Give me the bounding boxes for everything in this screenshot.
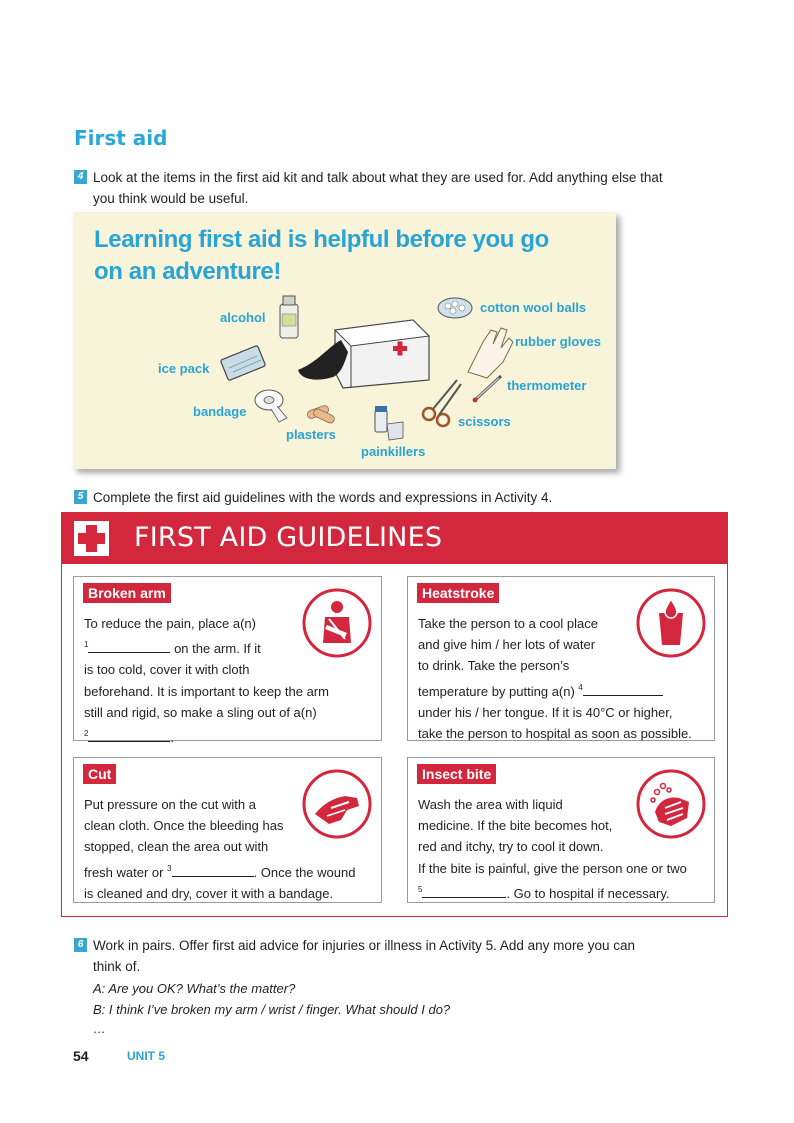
text-line: Put pressure on the cut with a [84,797,256,812]
card-tag-cut: Cut [83,764,116,784]
answer-blank-2[interactable] [88,730,170,742]
card-text-broken-arm [84,613,329,748]
text-line: still and rigid, so make a sling out of a(n) [84,704,317,720]
red-cross-icon [74,521,109,556]
kit-title-line2: on an adventure! [94,258,281,285]
wound-hand-icon [301,768,373,840]
card-tag-insect-bite: Insect bite [417,764,496,784]
text-fragment: . Go to hospital if necessary. [506,885,670,901]
unit-label: UNIT 5 [127,1049,166,1063]
section-title: First aid [74,126,168,150]
text-line [84,634,329,659]
cotton-wool-balls-icon [438,298,472,318]
text-fragment: temperature by putting a(n) [418,683,579,699]
thermometer-icon [473,376,501,402]
activity-4 [74,167,663,209]
painkillers-icon [375,406,403,440]
activity-number-badge: 5 [74,490,87,504]
answer-blank-4[interactable] [583,684,663,696]
text-line: is cleaned and dry, cover it with a bandage. [84,885,334,901]
text-line: take the person to hospital as soon as possible. [418,726,692,742]
activity-6-instruction-line2: think of. [93,959,141,974]
kit-label-cotton-wool-balls: cotton wool balls [480,300,587,315]
ice-pack-icon [220,345,265,380]
text-line: Take the person to a cool place [418,616,598,631]
page-number: 54 [73,1048,89,1064]
text-line: beforehand. It is important to keep the arm [84,683,329,699]
activity-5 [74,487,552,508]
answer-blank-3[interactable] [172,865,254,877]
text-line: under his / her tongue. If it is 40°C or higher, [418,704,673,720]
text-fragment: . [170,730,175,746]
text-line: If the bite is painful, give the person one or two [418,860,687,876]
kit-label-painkillers: painkillers [361,444,426,459]
kit-label-alcohol: alcohol [220,310,266,325]
text-line: To reduce the pain, place a(n) [84,616,256,631]
guidelines-header-bar [62,513,727,564]
kit-label-thermometer: thermometer [507,378,587,393]
card-insect-bite [407,757,715,903]
text-line [418,879,687,904]
first-aid-guidelines-panel [61,512,728,917]
bandage-icon [255,390,287,422]
card-tag-heatstroke: Heatstroke [417,583,499,603]
text-line: Wash the area with liquid [418,797,563,812]
hand-washing-icon [635,768,707,840]
text-line: and give him / her lots of water [418,637,596,653]
activity-6 [74,935,635,977]
card-broken-arm [73,576,382,746]
kit-label-ice-pack: ice pack [158,361,210,376]
card-cut [73,757,382,903]
text-line [84,723,329,748]
guidelines-title: FIRST AID GUIDELINES [134,522,443,553]
text-line: stopped, clean the area out with [84,839,269,855]
text-line: red and itchy, try to cool it down. [418,839,604,855]
scissors-icon [423,380,461,426]
kit-label-rubber-gloves: rubber gloves [515,334,601,349]
activity-number-badge: 4 [74,170,87,184]
activity-4-instruction-line1: Look at the items in the first aid kit and talk about what they are used for. Add anything else that [93,170,663,185]
text-line [84,858,355,883]
blank-number: 1 [84,640,89,650]
blank-number: 3 [167,863,172,873]
activity-6-instruction-line1: Work in pairs. Offer first aid advice for injuries or illness in Activity 5. Add any more you can [93,938,635,953]
dialog-line-a: A: Are you OK? What’s the matter? [93,981,296,996]
activity-4-instruction-line2: you think would be useful. [93,191,249,206]
water-glass-icon [635,587,707,659]
first-aid-box-icon [298,320,429,388]
first-aid-kit-panel [73,212,616,469]
text-line: is too cold, cover it with cloth [84,662,250,678]
broken-arm-icon [301,587,373,659]
answer-blank-1[interactable] [88,641,170,653]
activity-number-badge: 6 [74,938,87,952]
text-fragment: fresh water or [84,864,168,880]
dialog-ellipsis: … [93,1021,106,1036]
activity-5-instruction: Complete the first aid guidelines with the words and expressions in Activity 4. [93,490,553,505]
text-line [418,677,692,702]
blank-number: 2 [84,729,89,739]
card-heatstroke [407,576,715,741]
text-line: medicine. If the bite becomes hot, [418,818,613,834]
text-line: to drink. Take the person’s [418,658,570,674]
alcohol-bottle-icon [280,296,298,338]
blank-number: 4 [578,682,583,692]
dialog-line-b: B: I think I’ve broken my arm / wrist / finger. What should I do? [93,1002,451,1017]
kit-label-plasters: plasters [286,427,336,442]
plasters-icon [306,404,335,424]
answer-blank-5[interactable] [422,886,506,898]
kit-label-scissors: scissors [458,414,511,429]
text-fragment: . Once the wound [253,864,356,880]
card-tag-broken-arm: Broken arm [83,583,171,603]
kit-label-bandage: bandage [193,404,247,419]
blank-number: 5 [418,884,423,894]
text-fragment: on the arm. If it [170,641,261,657]
text-line: clean cloth. Once the bleeding has [84,818,284,834]
rubber-gloves-icon [468,328,513,378]
kit-title-line1: Learning first aid is helpful before you go [94,226,549,253]
